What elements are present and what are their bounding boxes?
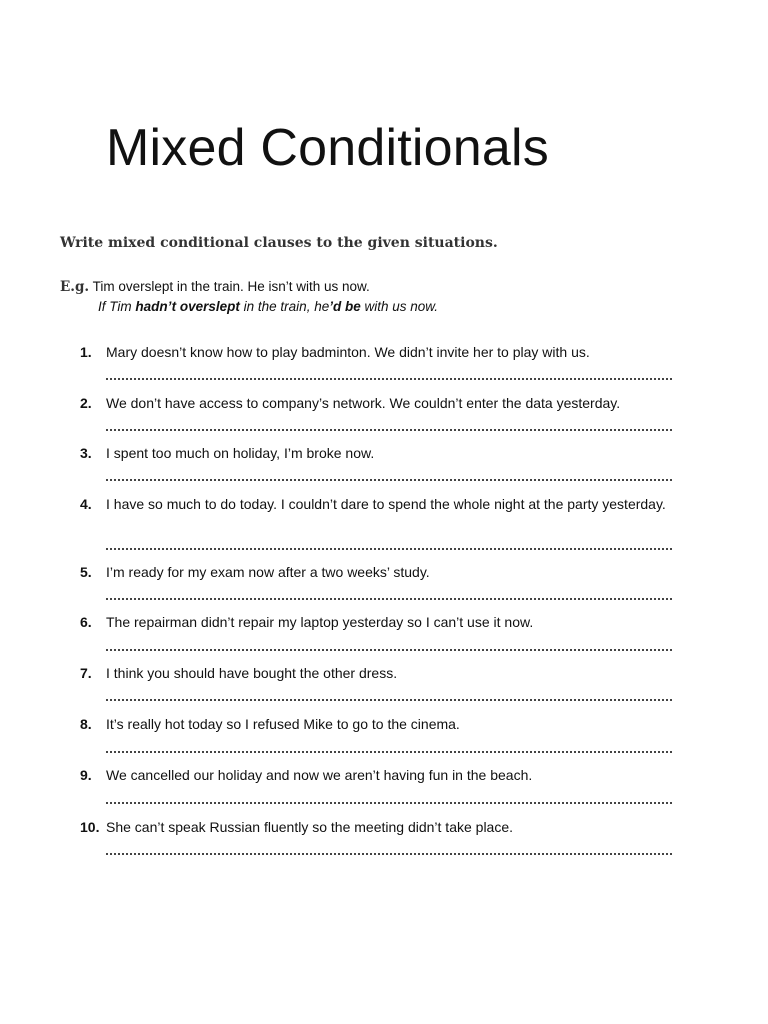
example-answer bbox=[60, 297, 438, 317]
item-text: She can’t speak Russian fluently so the meeting didn’t take place. bbox=[106, 819, 514, 835]
answer-line[interactable] bbox=[106, 647, 672, 651]
example-block bbox=[60, 277, 438, 317]
item-number: 2. bbox=[80, 395, 92, 411]
answer-line[interactable] bbox=[106, 697, 672, 701]
item-number: 7. bbox=[80, 665, 92, 681]
answer-line[interactable] bbox=[106, 477, 672, 481]
item-text: I think you should have bought the other dress. bbox=[106, 665, 398, 681]
answer-line[interactable] bbox=[106, 376, 672, 380]
instruction-text: Write mixed conditional clauses to the given situations. bbox=[60, 235, 498, 251]
answer-line[interactable] bbox=[106, 546, 672, 550]
item-number: 6. bbox=[80, 614, 92, 630]
worksheet-title: Mixed Conditionals bbox=[106, 119, 549, 177]
item-text: We cancelled our holiday and now we aren’t having fun in the beach. bbox=[106, 767, 533, 783]
answer-line[interactable] bbox=[106, 800, 672, 804]
example-answer-part2: in the train, he bbox=[239, 299, 330, 314]
answer-line[interactable] bbox=[106, 749, 672, 753]
example-answer-part1: If Tim bbox=[98, 299, 136, 314]
item-number: 9. bbox=[80, 767, 92, 783]
item-text: I spent too much on holiday, I’m broke now. bbox=[106, 445, 375, 461]
item-number: 10. bbox=[80, 819, 100, 835]
item-number: 3. bbox=[80, 445, 92, 461]
item-text: I’m ready for my exam now after a two weeks’ study. bbox=[106, 564, 430, 580]
example-situation: Tim overslept in the train. He isn’t with us now. bbox=[92, 279, 370, 294]
item-text: It’s really hot today so I refused Mike to go to the cinema. bbox=[106, 716, 460, 732]
example-answer-part3: with us now. bbox=[360, 299, 439, 314]
item-text: The repairman didn’t repair my laptop yesterday so I can’t use it now. bbox=[106, 614, 534, 630]
item-text: We don’t have access to company’s network. We couldn’t enter the data yesterday. bbox=[106, 395, 621, 411]
example-answer-bold1: hadn’t overslept bbox=[135, 299, 240, 314]
item-number: 5. bbox=[80, 564, 92, 580]
item-number: 4. bbox=[80, 496, 92, 512]
item-number: 1. bbox=[80, 344, 92, 360]
example-label: E.g. bbox=[60, 279, 90, 295]
item-number: 8. bbox=[80, 716, 92, 732]
item-text: I have so much to do today. I couldn’t dare to spend the whole night at the party yesterday. bbox=[106, 496, 666, 512]
answer-line[interactable] bbox=[106, 851, 672, 855]
item-text: Mary doesn’t know how to play badminton. We didn’t invite her to play with us. bbox=[106, 344, 590, 360]
answer-line[interactable] bbox=[106, 596, 672, 600]
answer-line[interactable] bbox=[106, 427, 672, 431]
example-answer-bold2: ’d be bbox=[329, 299, 361, 314]
